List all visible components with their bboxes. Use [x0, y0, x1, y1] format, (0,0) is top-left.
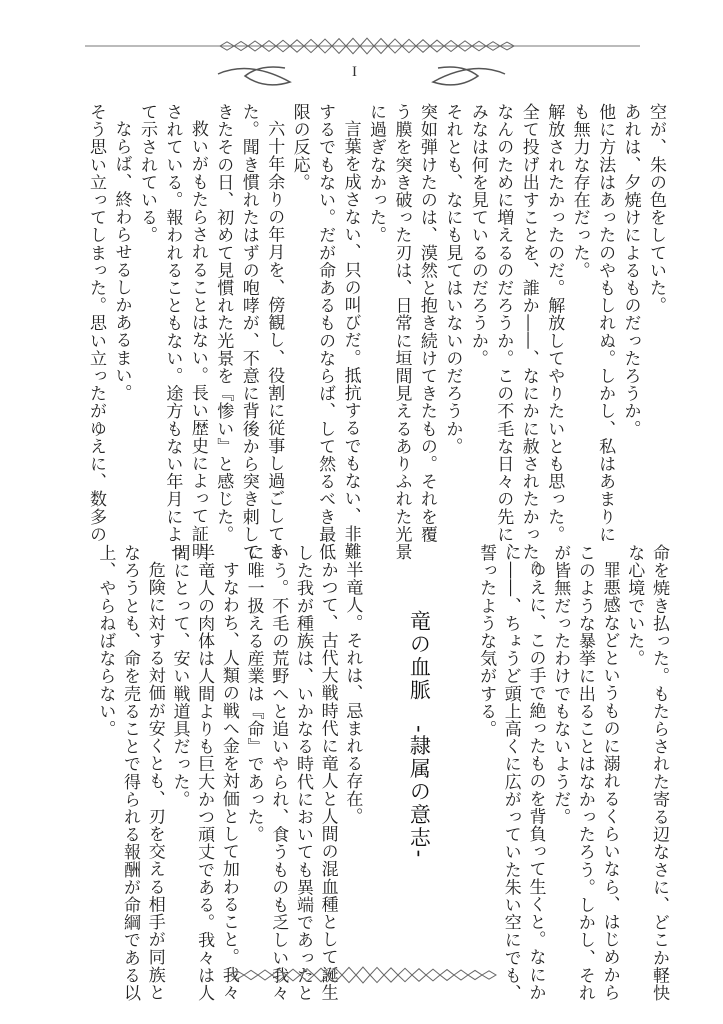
text-line: 突如弾けたのは、漠然と抱き続けてきたもの。それを覆 [416, 103, 437, 543]
text-line: すなわち、人類の戦へ金を対価として加わること。我々 [218, 561, 239, 1001]
text-line: 危険に対する対価が安くとも、刃を交える相手が同族と [144, 561, 165, 1001]
text-line: いう。不毛の荒野へと追いやられ、食うものも乏しい我々 [268, 544, 289, 1002]
ornament-diamond [314, 968, 328, 981]
header-ornament [0, 30, 723, 100]
text-line: に過ぎなかった。 [366, 103, 387, 244]
ornament-diamond [356, 967, 370, 983]
ornament-diamond [272, 970, 286, 981]
text-line: そう思い立ってしまった。思い立ったがゆえに、数多の [86, 103, 107, 543]
text-line: した我が種族は、いかなる時代においても異端であったと [292, 544, 313, 1002]
text-line: が皆無だったわけでもないようだ。 [550, 544, 571, 826]
ornament-diamond [342, 967, 356, 982]
text-line: 半竜人。それは、忌まれる存在。 [342, 561, 363, 825]
text-line: 命を焼き払った。もたらされた寄る辺なさに、どこか軽快 [649, 544, 669, 1002]
text-line: 間にとって、安い戦道具だった。 [169, 544, 190, 808]
text-line: な心境でいた。 [624, 544, 645, 668]
text-line: かつて、古代大戦時代に竜人と人間の混血種として誕生 [317, 561, 338, 1001]
ornament-diamond [370, 967, 384, 982]
text-line: う膜を突き破った刃は、日常に垣間見えるありふれた光景 [391, 103, 412, 561]
ornament-diamond [244, 970, 258, 979]
page-number: I [352, 64, 357, 80]
ornament-diamond [230, 971, 244, 979]
text-line: ゆえに、この手で絶ったものを背負って生くと。なにか [525, 561, 546, 1001]
chapter-heading [364, 544, 473, 964]
bottom-text-block [93, 544, 671, 1002]
ornament-diamond [440, 970, 454, 981]
text-line: 解放されたかったのだ。解放してやりたいとも思った。 [544, 103, 565, 543]
text-line: 他に方法はあったのやもしれぬ。しかし、私はあまりに [595, 103, 616, 543]
ornament-diamond [398, 968, 412, 981]
text-line: も無力な存在だった。 [569, 103, 590, 279]
ornament-diamond [384, 968, 398, 982]
text-line: なんのために増えるのだろうか。この不毛な日々の先に、 [493, 103, 514, 561]
text-line: 六十年余りの年月を、傍観し、役割に従事し過ごしてき [264, 120, 285, 560]
ornament-diamond [468, 970, 482, 979]
ornament-diamond [286, 969, 300, 981]
text-line: た。聞き慣れたはずの咆哮が、不意に背後から突き刺して [238, 103, 259, 561]
text-line: 罪悪感などというものに溺れるくらいなら、はじめから [599, 561, 620, 1001]
text-line: 半竜人の肉体は人間よりも巨大かつ頑丈である。我々は人 [194, 544, 215, 1002]
ornament-diamond [454, 970, 468, 980]
text-line: 言葉を成さない、只の叫びだ。抵抗するでもない、非難 [340, 120, 361, 560]
text-line: て示されている。 [136, 103, 157, 244]
text-line: みなは何を見ているのだろうか。 [467, 103, 488, 367]
text-line: きたその日、初めて見慣れた光景を『惨い』と感じた。 [213, 103, 234, 543]
text-line: 救いがもたらされることはない。長い歴史によって証明 [187, 120, 208, 560]
top-text-block [83, 103, 668, 579]
text-line: 空が、朱の色をしていた。 [646, 103, 666, 315]
chapter-subtitle: -隷属の意志- [407, 725, 432, 860]
text-line: に唯一扱える産業は『命』であった。 [243, 544, 264, 844]
footer-ornament [0, 962, 723, 988]
text-line: このような暴挙に出ることはなかったろう。しかし、それ [574, 544, 595, 1002]
ornament-diamond [328, 968, 342, 982]
text-line: 上、やらねばならない。 [95, 544, 116, 738]
text-line: 全て投げ出すことを、誰か――、なにかに赦されたかった。 [518, 103, 539, 579]
chapter-title: 竜の血脈 [407, 610, 432, 702]
ornament-diamond [426, 969, 440, 981]
text-line: 限の反応。 [289, 103, 310, 191]
text-line: ならば、終わらせるしかあるまい。 [111, 120, 132, 402]
ornament-diamond [300, 969, 314, 982]
ornament-diamond [412, 969, 426, 982]
text-line: なろうとも、命を売ることで得られる報酬が命綱である以 [120, 544, 141, 1002]
text-line: 誓ったような気がする。 [476, 544, 497, 738]
text-line: あれは、夕焼けによるものだったろうか。 [620, 103, 641, 438]
ornament-diamond [258, 970, 272, 980]
text-line: それとも、なにも見てはいないのだろうか。 [442, 103, 463, 455]
ornament-diamond [482, 971, 496, 979]
text-line: に――、ちょうど頭上高くに広がっていた朱い空にでも、 [500, 544, 521, 1002]
text-line: されている。報われることもない。途方もない年月によっ [162, 103, 183, 561]
text-line: するでもない。だが命あるものならば、して然るべき最低 [315, 103, 336, 561]
